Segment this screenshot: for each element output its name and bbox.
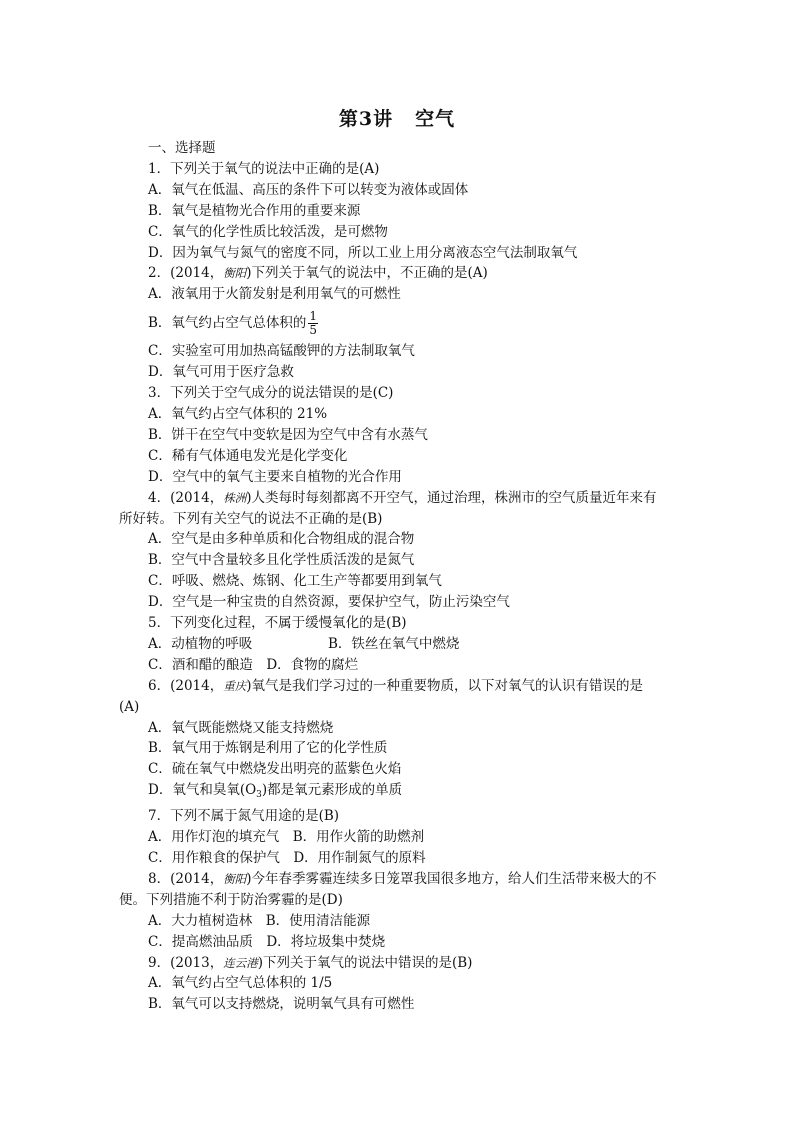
question-8-stem-continued: 便。下列措施不利于防治雾霾的是(D): [119, 891, 343, 908]
question-4-stem: 4．(2014，株洲)人类每时每刻都离不开空气，通过治理，株洲市的空气质量近年来有: [148, 489, 657, 506]
question-2-option-a: A．液氧用于火箭发射是利用氧气的可燃性: [148, 286, 401, 303]
question-2-option-b: B．氧气约占空气总体积的 $\frac{1}{5}$: [148, 309, 318, 338]
question-6-option-c: C．硫在氧气中燃烧发出明亮的蓝紫色火焰: [148, 761, 402, 778]
question-4-option-d: D．空气是一种宝贵的自然资源，要保护空气，防止污染空气: [148, 594, 510, 611]
question-7-options-ab: A．用作灯泡的填充气 B．用作火箭的助燃剂: [148, 829, 425, 846]
question-6-stem: 6．(2014，重庆)氧气是我们学习过的一种重要物质，以下对氧气的认识有错误的是: [148, 677, 643, 694]
question-5-stem: 5．下列变化过程，不属于缓慢氧化的是(B): [148, 615, 407, 632]
question-9-option-a: A．氧气约占空气总体积的 1/5: [148, 975, 333, 992]
question-2-source: 衡阳: [223, 266, 247, 281]
question-2-option-d: D．氧气可用于医疗急救: [148, 364, 294, 381]
question-2-option-c: C．实验室可用加热高锰酸钾的方法制取氧气: [148, 343, 415, 360]
section-heading: 一、选择题: [148, 140, 216, 156]
question-3-option-a: A．氧气约占空气体积的 21%: [148, 405, 328, 422]
question-4-option-c: C．呼吸、燃烧、炼钢、化工生产等都要用到氧气: [148, 573, 442, 590]
question-1-option-a: A．氧气在低温、高压的条件下可以转变为液体或固体: [148, 181, 469, 198]
question-2-stem: 2．(2014，衡阳)下列关于氧气的说法中，不正确的是(A): [148, 265, 488, 282]
question-9-option-b: B．氧气可以支持燃烧，说明氧气具有可燃性: [148, 996, 415, 1013]
question-1-option-d: D．因为氧气与氮气的密度不同，所以工业上用分离液态空气法制取氧气: [148, 244, 578, 261]
question-3-option-d: D．空气中的氧气主要来自植物的光合作用: [148, 468, 402, 485]
lecture-topic: 空气: [415, 108, 456, 130]
question-1-stem: 1．下列关于氧气的说法中正确的是(A): [148, 160, 380, 177]
question-1-option-c: C．氧气的化学性质比较活泼，是可燃物: [148, 223, 388, 240]
question-5-options-ab: [119, 634, 679, 655]
question-7-options-cd: C．用作粮食的保护气 D．用作制氮气的原料: [148, 850, 426, 866]
question-9-stem: 9．(2013，连云港)下列关于氧气的说法中错误的是(B): [148, 954, 473, 971]
question-6-option-b: B．氧气用于炼钢是利用了它的化学性质: [148, 740, 388, 757]
question-4-stem-continued: 所好转。下列有关空气的说法不正确的是(B): [119, 510, 383, 527]
fraction: [308, 310, 318, 337]
question-8-source: 衡阳: [223, 871, 247, 886]
lecture-number: 第3讲: [338, 108, 394, 130]
question-6-option-a: A．氧气既能燃烧又能支持燃烧: [148, 719, 334, 736]
subscript: 3: [256, 790, 262, 801]
question-6-option-d: D．氧气和臭氧$(O_3)$都是氧元素形成的单质: [148, 782, 403, 801]
page-title: [0, 104, 794, 131]
question-8-options-cd: C．提高燃油品质 D．将垃圾集中焚烧: [148, 933, 386, 950]
question-4-source: 株洲: [223, 490, 247, 505]
question-5-option-b: B．铁丝在氧气中燃烧: [328, 635, 460, 652]
fraction-denominator: 5: [309, 323, 318, 338]
question-6-source: 重庆: [223, 678, 247, 693]
fraction-numerator: 1: [309, 309, 318, 324]
question-7-stem: 7．下列不属于氮气用途的是(B): [148, 808, 340, 825]
question-6-stem-continued: (A): [119, 698, 140, 715]
question-1-option-b: B．氧气是植物光合作用的重要来源: [148, 202, 361, 219]
question-3-option-b: B．饼干在空气中变软是因为空气中含有水蒸气: [148, 426, 428, 443]
question-3-option-c: C．稀有气体通电发光是化学变化: [148, 447, 348, 464]
question-8-stem: 8．(2014，衡阳)今年春季雾霾连续多日笼罩我国很多地方，给人们生活带来极大的不: [148, 870, 657, 887]
question-4-option-a: A．空气是由多种单质和化合物组成的混合物: [148, 531, 415, 548]
question-list: [119, 138, 679, 1015]
question-4-option-b: B．空气中含量较多且化学性质活泼的是氮气: [148, 552, 415, 569]
question-9-source: 连云港: [223, 955, 258, 970]
question-3-stem: 3．下列关于空气成分的说法错误的是(C): [148, 385, 394, 402]
question-8-options-ab: A．大力植树造林 B．使用清洁能源: [148, 912, 371, 929]
question-5-options-cd: C．酒和醋的酿造 D．食物的腐烂: [148, 656, 359, 673]
question-5-option-a: A．动植物的呼吸: [148, 635, 253, 652]
